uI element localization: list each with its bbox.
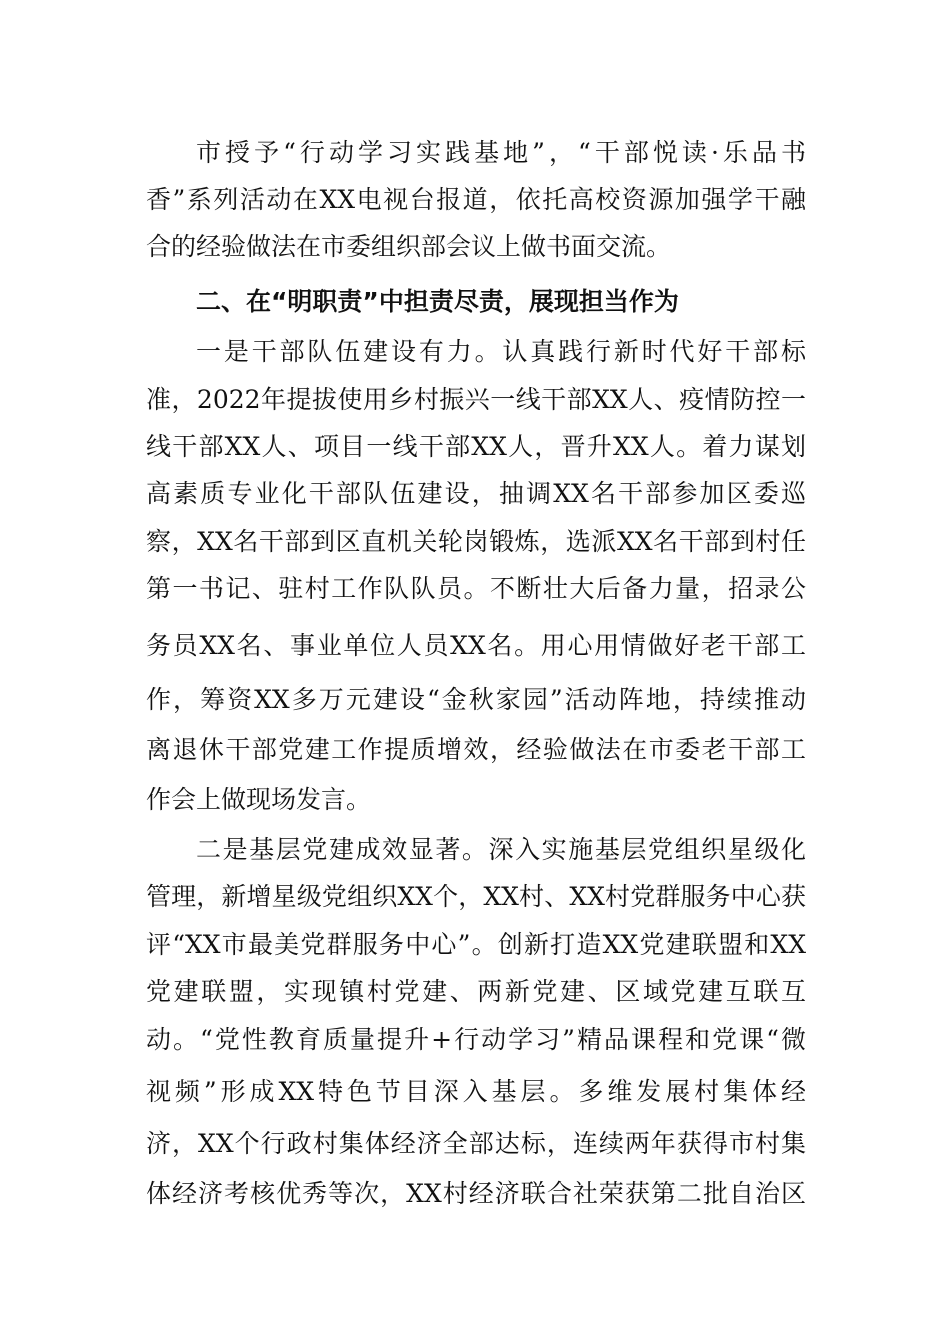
paragraph-line: 离退休干部党建工作提质增效，经验做法在市委老干部工: [146, 735, 806, 764]
paragraph-line: 动。“党性教育质量提升+行动学习”精品课程和党课“微: [146, 1025, 806, 1054]
paragraph-line: 济，XX个行政村集体经济全部达标，连续两年获得市村集: [146, 1129, 806, 1158]
paragraph-line: 高素质专业化干部队伍建设，抽调XX名干部参加区委巡: [146, 479, 806, 508]
paragraph-line: 作，筹资XX多万元建设“金秋家园”活动阵地，持续推动: [146, 685, 806, 714]
paragraph-line: 一是干部队伍建设有力。认真践行新时代好干部标: [196, 337, 806, 366]
paragraph-line: 准，2022年提拔使用乡村振兴一线干部XX人、疫情防控一: [146, 385, 806, 414]
paragraph-line: 管理，新增星级党组织XX个，XX村、XX村党群服务中心获: [146, 882, 806, 911]
paragraph-line: 评“XX市最美党群服务中心”。创新打造XX党建联盟和XX: [146, 930, 806, 959]
paragraph-line: 线干部XX人、项目一线干部XX人，晋升XX人。着力谋划: [146, 432, 806, 461]
section-heading: 二、在“明职责”中担责尽责，展现担当作为: [196, 287, 679, 316]
paragraph-line: 作会上做现场发言。: [146, 785, 372, 814]
paragraph-line: 市授予“行动学习实践基地”，“干部悦读·乐品书: [196, 138, 806, 167]
paragraph-line: 合的经验做法在市委组织部会议上做书面交流。: [146, 232, 672, 261]
paragraph-line: 体经济考核优秀等次，XX村经济联合社荣获第二批自治区: [146, 1179, 806, 1208]
paragraph-line: 察，XX名干部到区直机关轮岗锻炼，选派XX名干部到村任: [146, 527, 806, 556]
paragraph-line: 香”系列活动在XX电视台报道，依托高校资源加强学干融: [146, 185, 806, 214]
paragraph-line: 务员XX名、事业单位人员XX名。用心用情做好老干部工: [146, 631, 806, 660]
paragraph-line: 党建联盟，实现镇村党建、两新党建、区域党建互联互: [146, 977, 806, 1006]
paragraph-line: 第一书记、驻村工作队队员。不断壮大后备力量，招录公: [146, 574, 806, 603]
paragraph-line: 视频”形成XX特色节目深入基层。多维发展村集体经: [146, 1077, 806, 1106]
paragraph-line: 二是基层党建成效显著。深入实施基层党组织星级化: [196, 835, 806, 864]
